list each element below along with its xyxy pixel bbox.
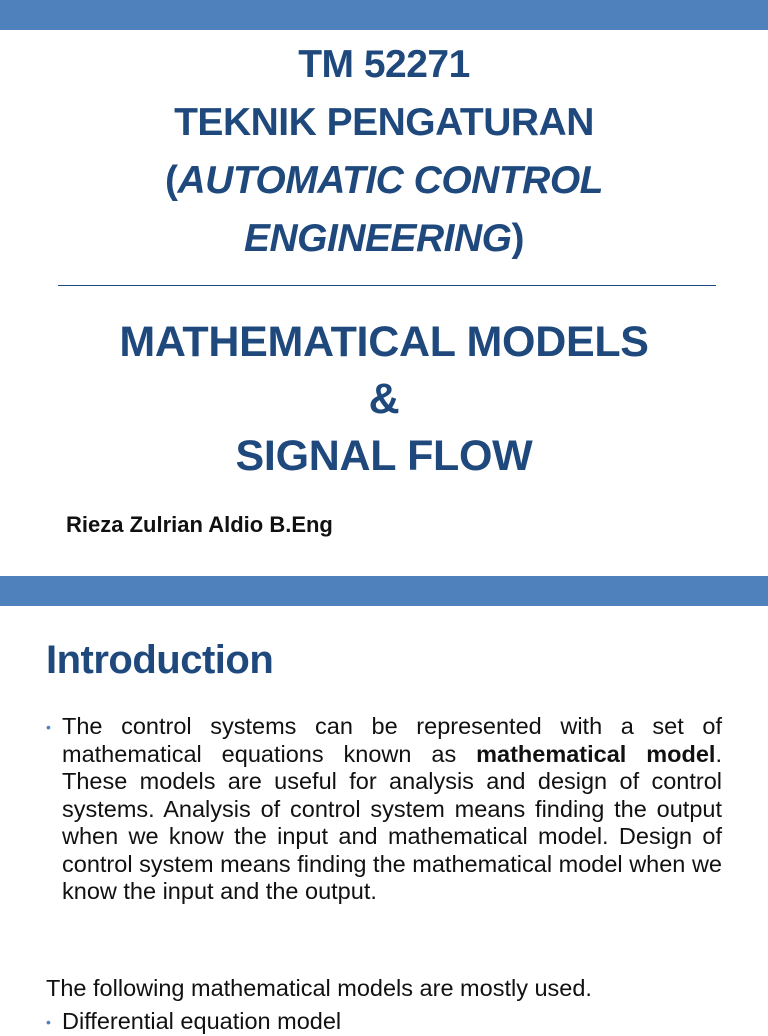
close-paren: ) [511,217,525,260]
top-accent-band [0,0,768,30]
author-name: Rieza Zulrian Aldio B.Eng [66,512,333,537]
english-name-line2 [0,210,768,268]
intro-heading: Introduction [46,638,274,682]
title-divider [58,285,716,286]
course-title [0,36,768,268]
english-name-line1 [0,152,768,210]
bullet1-part2: . These models are useful for analysis and design of control systems. Analysis of control system means finding the output when we know the input and mathematical model. Design of control system means finding the mathematical model when we know the input and the output. [62,740,722,904]
intro-paragraph: The following mathematical models are mostly used. [46,975,592,1001]
english-name-text2: ENGINEERING [243,217,512,260]
topic-line3: SIGNAL FLOW [235,432,533,480]
bullet-item-2 [46,1008,722,1036]
bullet-icon: • [46,1014,51,1030]
bullet-item-1 [46,713,722,906]
bullet1-bold: mathematical model [476,740,716,767]
bullet1-part1: The control systems can be represented with a set of mathematical equations known as [62,713,722,767]
open-paren: ( [164,159,178,202]
course-code: TM 52271 [298,43,470,86]
english-name-text1: AUTOMATIC CONTROL [177,159,603,202]
course-name: TEKNIK PENGATURAN [174,101,594,144]
bullet-text-1 [62,713,722,906]
bullet-text-2: Differential equation model [62,1008,342,1034]
topic-line1: MATHEMATICAL MODELS [119,318,649,366]
intro-accent-band [0,576,768,606]
topic-line2: & [368,375,400,423]
topic-title [0,314,768,485]
bullet-icon: • [46,719,51,735]
